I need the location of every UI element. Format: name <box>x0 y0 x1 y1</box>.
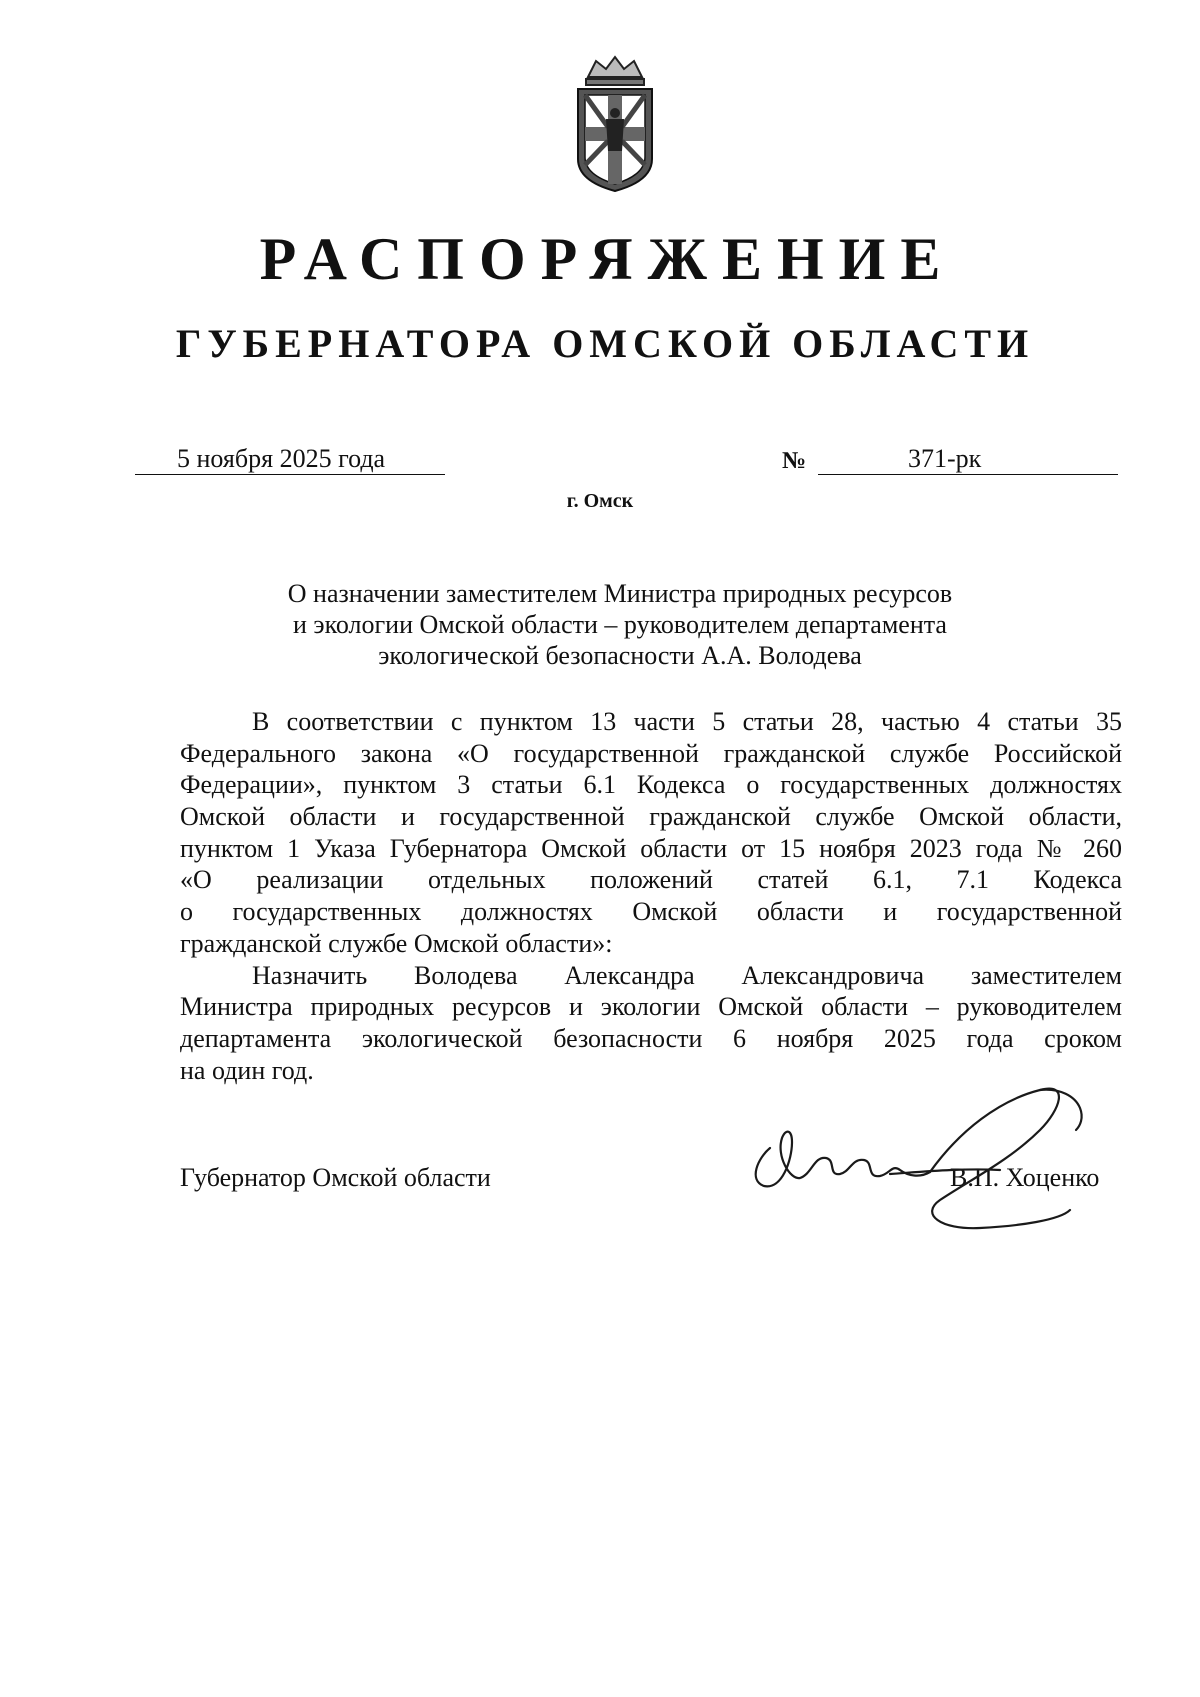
body-line: гражданской службе Омской области»: <box>180 928 613 958</box>
document-number: 371-рк <box>818 444 1118 475</box>
city: г. Омск <box>566 490 634 512</box>
document-subject <box>200 578 1040 671</box>
body-line: Федерального закона «О государственной гражданской службе Российской <box>180 738 1122 768</box>
subject-line: и экологии Омской области – руководителем департамента <box>293 610 947 639</box>
body-line: «О реализации отдельных положений статей 6.1, 7.1 Кодекса <box>180 865 1122 895</box>
issuer-title: ГУБЕРНАТОРА ОМСКОЙ ОБЛАСТИ <box>175 321 1035 366</box>
body-line: Министра природных ресурсов и экологии Омской области – руководителем <box>180 992 1122 1022</box>
body-line: Назначить Володева Александра Александровича заместителем <box>252 960 1122 990</box>
signatory-position: Губернатор Омской области <box>180 1163 491 1192</box>
document-type-title: РАСПОРЯЖЕНИЕ <box>259 226 956 292</box>
number-sign: № <box>782 448 807 474</box>
body-line: В соответствии с пунктом 13 части 5 статьи 28, частью 4 статьи 35 <box>252 707 1122 736</box>
subject-line: экологической безопасности А.А. Володева <box>378 641 862 670</box>
signatory-name: В.П. Хоценко <box>950 1163 1100 1192</box>
body-line: Федерации», пунктом 3 статьи 6.1 Кодекса о государственных должностях <box>180 770 1122 800</box>
body-line: департамента экологической безопасности 6 ноября 2025 года сроком <box>180 1023 1122 1053</box>
handwritten-signature-icon <box>740 1060 1140 1250</box>
body-line: на один год. <box>180 1055 314 1085</box>
omsk-coat-of-arms-icon <box>566 55 664 195</box>
body-line: о государственных должностях Омской области и государственной <box>180 897 1122 927</box>
document-date: 5 ноября 2025 года <box>135 444 445 475</box>
body-line: Омской области и государственной гражданской службе Омской области, <box>180 802 1122 832</box>
subject-line: О назначении заместителем Министра природных ресурсов <box>287 579 953 608</box>
document-body <box>180 706 1122 1086</box>
body-line: пунктом 1 Указа Губернатора Омской области от 15 ноября 2023 года № 260 <box>180 833 1122 863</box>
